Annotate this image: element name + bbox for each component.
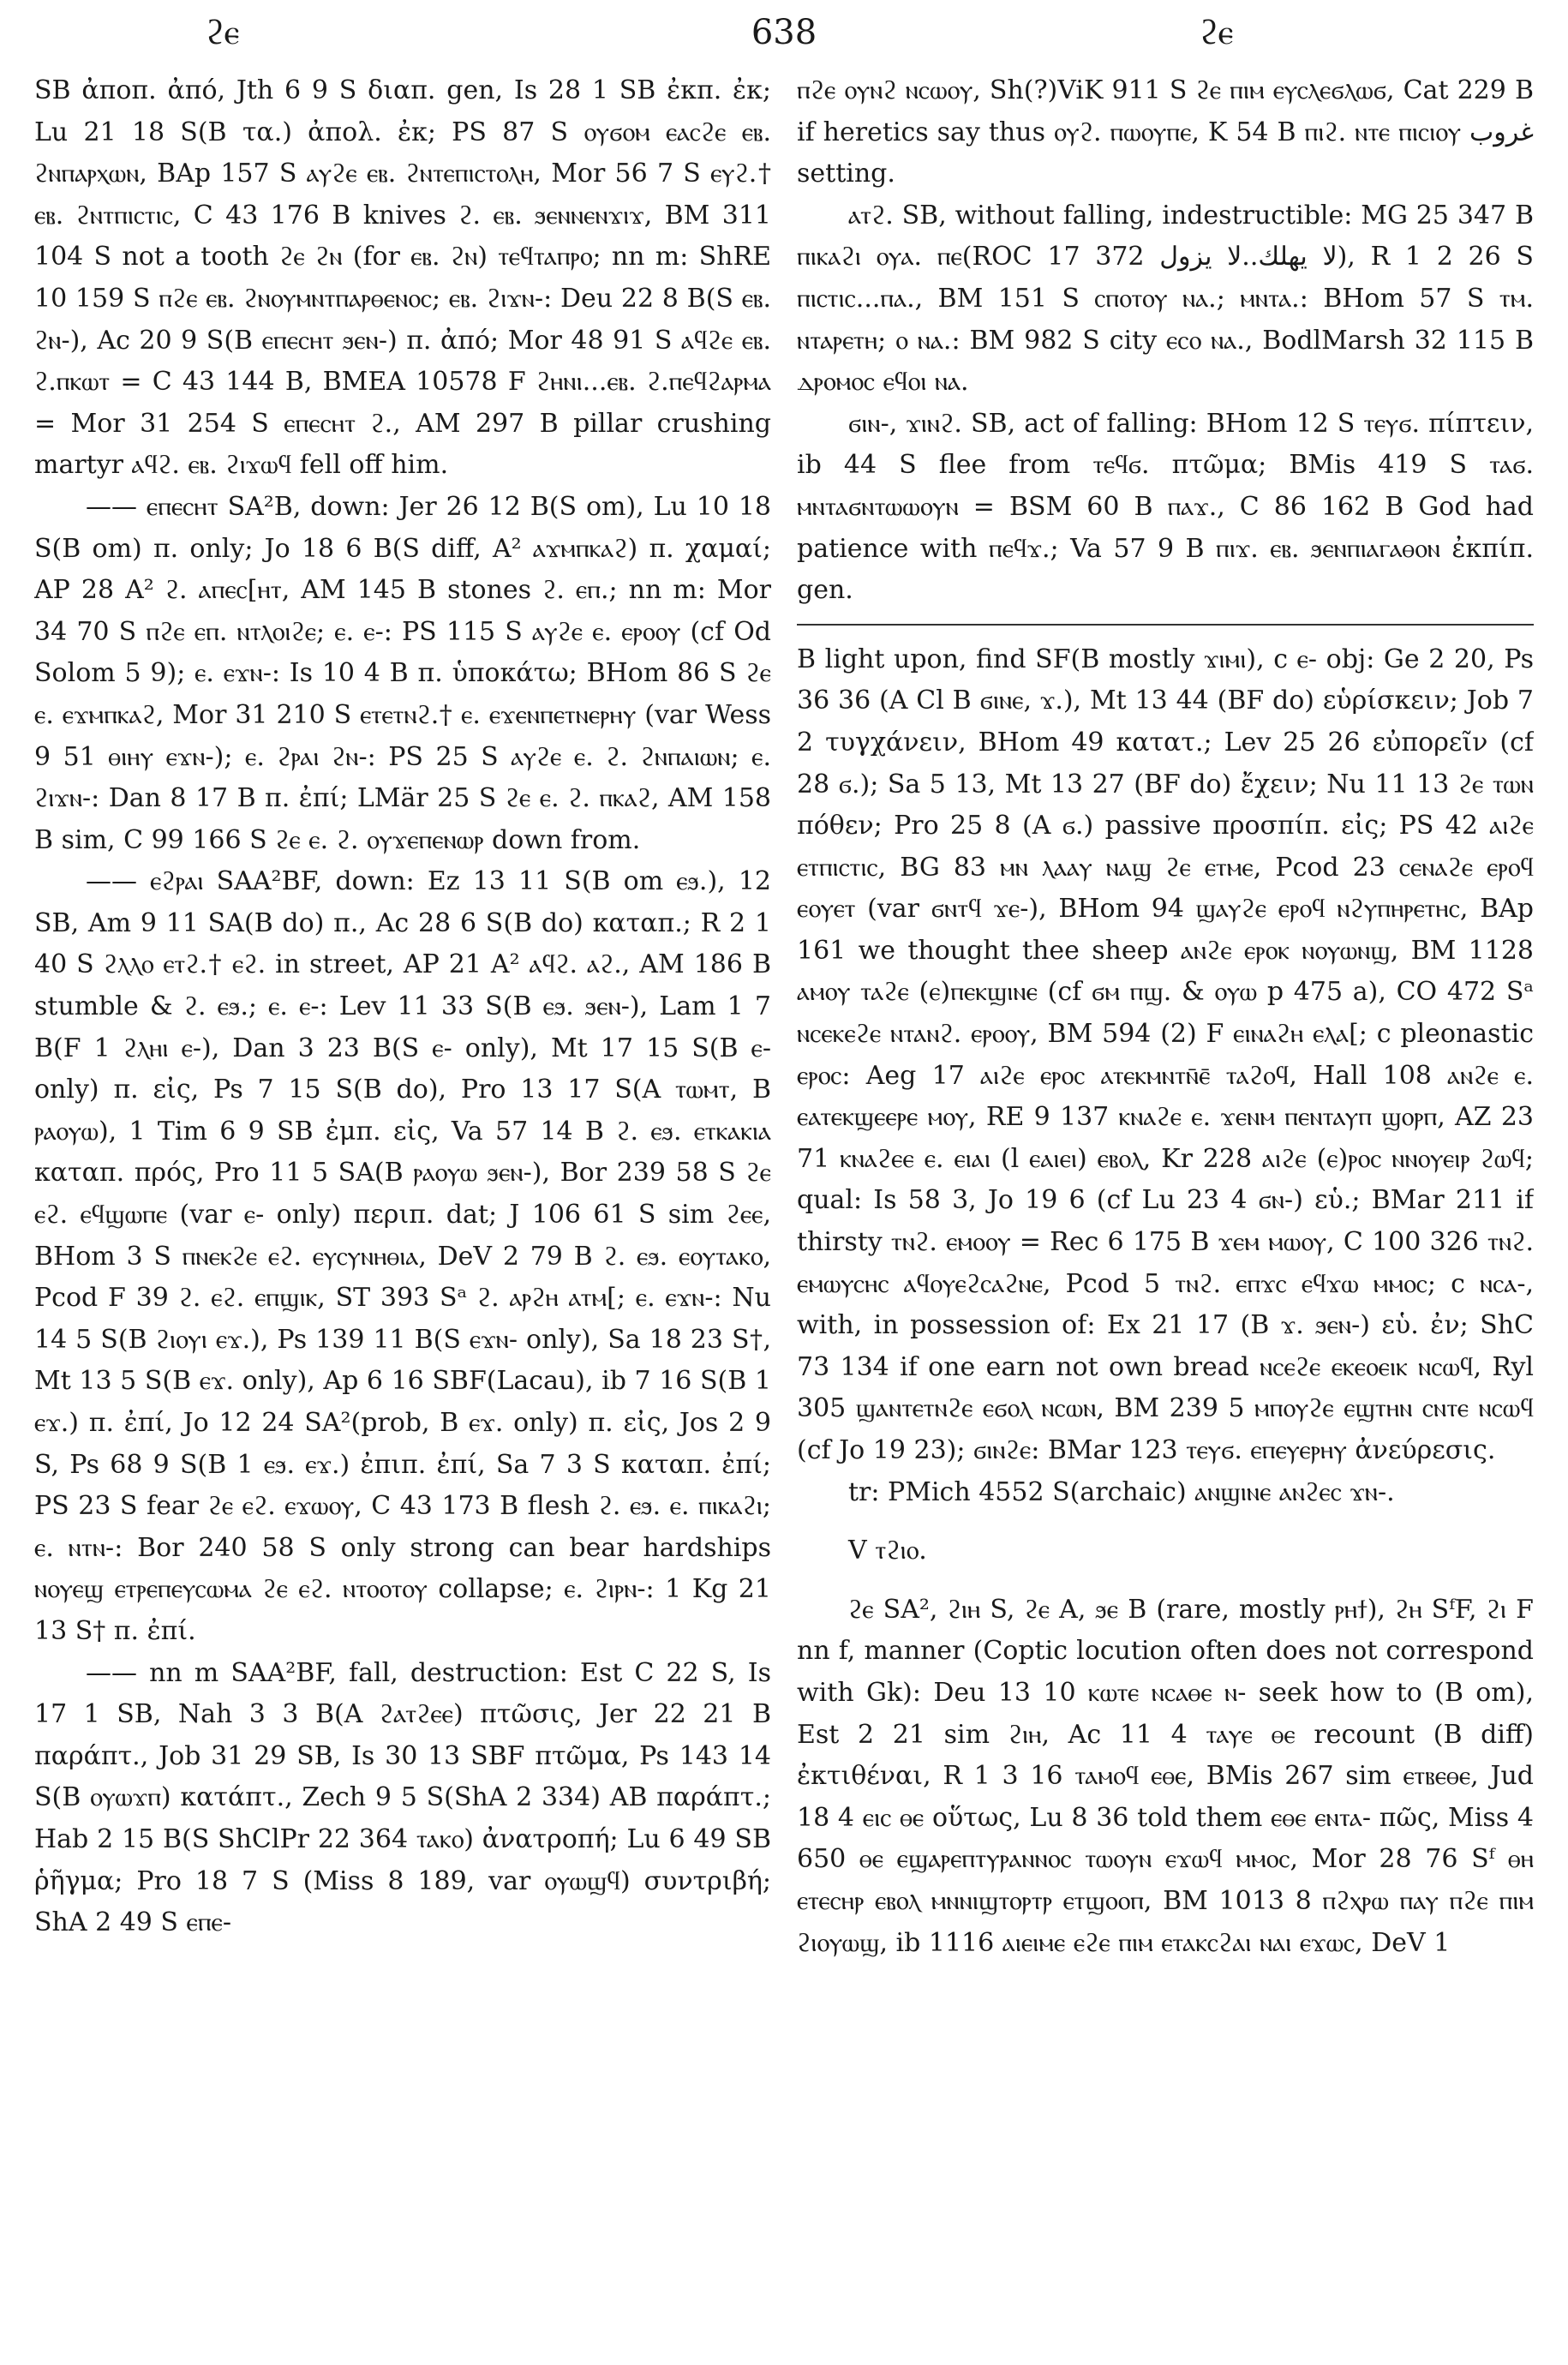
dictionary-page	[34, 9, 1534, 2356]
entry-paragraph: ⲡϩⲉ ⲟⲩⲛϩ ⲛⲥⲱⲟⲩ, Sh(?)ViK 911 S ϩⲉ ⲡⲓⲙ ⲉⲩⲥⲗⲉϭⲗⲱϭ, Cat 229 B if heretics say thus ⲟⲩϩ. ⲡⲱⲟⲩⲡⲉ, K 54 B ⲡⲓϩ. ⲛⲧⲉ ⲡⲓⲥⲓⲟⲩ غروب setting.	[797, 75, 1534, 189]
entry-paragraph: tr: PMich 4552 S(archaic) ⲁⲛϣⲓⲛⲉ ⲁⲛϩⲉⲥ ϫⲛ-.	[848, 1476, 1395, 1507]
page-number: 638	[751, 13, 817, 52]
entry-paragraph: —— nn m SAA²BF, fall, destruction: Est C 22 S, Is 17 1 SB, Nah 3 3 B(A ϩⲁⲧϩⲉⲉ) πτῶσις, Jer 22 21 B παράπτ., Job 31 29 SB, Is 30 13 SBF πτῶμα, Ps 143 14 S(B ⲟⲩⲱϫⲡ) κατάπτ., Zech 9 5 S(ShA 2 334) AB παράπτ.; Hab 2 15 B(S ShClPr 22 364 ⲧⲁⲕⲟ) ἀνατροπή; Lu 6 49 SB ῥῆγμα; Pro 18 7 S (Miss 8 189, var ⲟⲩⲱϣϥ) συντριβή; ShA 2 49 S ⲉⲡⲉ-	[34, 1657, 771, 1938]
right-column	[797, 70, 1534, 2350]
entry-paragraph: B light upon, find SF(B mostly ϫⲓⲙⲓ), c ⲉ- obj: Ge 2 20, Ps 36 36 (A Cl B ϭⲓⲛⲉ, ϫ.), Mt 13 44 (BF do) εὑρίσκειν; Job 7 2 τυγχάνειν, BHom 49 κατατ.; Lev 25 26 εὐπορεῖν (cf 28 ϭ.); Sa 5 13, Mt 13 27 (BF do) ἔχειν; Nu 11 13 ϩⲉ ⲧⲱⲛ πόθεν; Pro 25 8 (A ϭ.) passive προσπίπ. εἰς; PS 42 ⲁⲓϩⲉ ⲉⲧⲡⲓⲥⲧⲓⲥ, BG 83 ⲙⲛ ⲗⲁⲁⲩ ⲛⲁϣ ϩⲉ ⲉⲧⲙⲉ, Pcod 23 ⲥⲉⲛⲁϩⲉ ⲉⲣⲟϥ ⲉⲟⲩⲉⲧ (var ϭⲛⲧϥ ϫⲉ-), BHom 94 ϣⲁⲩϩⲉ ⲉⲣⲟϥ ⲛϩⲩⲡⲏⲣⲉⲧⲏⲥ, BAp 161 we thought thee sheep ⲁⲛϩⲉ ⲉⲣⲟⲕ ⲛⲟⲩⲱⲛϣ, BM 1128 ⲁⲙⲟⲩ ⲧⲁϩⲉ (ⲉ)ⲡⲉⲕϣⲓⲛⲉ (cf ϭⲙ ⲡϣ. & ⲟⲩⲱ p 475 a), CO 472 Sᵃ ⲛⲥⲉⲕⲉϩⲉ ⲛⲧⲁⲛϩ. ⲉⲣⲟⲟⲩ, BM 594 (2) F ⲉⲓⲛⲁϩⲏ ⲉⲗⲁ[; c pleonastic ⲉⲣⲟⲥ: Aeg 17 ⲁⲓϩⲉ ⲉⲣⲟⲥ ⲁⲧⲉⲕⲙⲛⲧⲛ̄ⲉ̄ ⲧⲁϩⲟϥ, Hall 108 ⲁⲛϩⲉ ⲉ. ⲉⲁⲧⲉⲕϣⲉⲉⲣⲉ ⲙⲟⲩ, RE 9 137 ⲕⲛⲁϩⲉ ⲉ. ϫⲉⲛⲙ ⲡⲉⲛⲧⲁⲩⲡ ϣⲟⲣⲡ, AZ 23 71 ⲕⲛⲁϩⲉⲉ ⲉ. ⲉⲓⲁⲓ (l ⲉⲁⲓⲉⲓ) ⲉⲃⲟⲗ, Kr 228 ⲁⲓϩⲉ (ⲉ)ⲣⲟⲥ ⲛⲛⲟⲩⲉⲓⲣ ϩⲱϥ; qual: Is 58 3, Jo 19 6 (cf Lu 23 4 ϭⲛ-) εὑ.; BMar 211 if thirsty ⲧⲛϩ. ⲉⲙⲟⲟⲩ = Rec 6 175 B ϫⲉⲙ ⲙⲱⲟⲩ, C 100 326 ⲧⲛϩ. ⲉⲙⲱⲩⲥⲏⲥ ⲁϥⲟⲩⲉϩⲥⲁϩⲛⲉ, Pcod 5 ⲧⲛϩ. ⲉⲡϫⲥ ⲉϥϫⲱ ⲙⲙⲟⲥ; c ⲛⲥⲁ-, with, in possession of: Ex 21 17 (B ϫ. ϧⲉⲛ-) εὑ. ἐν; ShC 73 134 if one earn not own bread ⲛⲥⲉϩⲉ ⲉⲕⲉⲟⲉⲓⲕ ⲛⲥⲱϥ, Ryl 305 ϣⲁⲛⲧⲉⲧⲛϩⲉ ⲉϭⲟⲗ ⲛⲥⲱⲛ, BM 239 5 ⲙⲡⲟⲩϩⲉ ⲉϣⲧⲏⲛ ⲥⲛⲧⲉ ⲛⲥⲱϥ (cf Jo 19 23); ϭⲓⲛϩⲉ: BMar 123 ⲧⲉⲩϭ. ⲉⲡⲉⲩⲉⲣⲏⲩ ἀνεύρεσις.	[797, 644, 1534, 1465]
entry-paragraph: —— ⲉⲡⲉⲥⲏⲧ SA²B, down: Jer 26 12 B(S om), Lu 10 18 S(B om) π. only; Jo 18 6 B(S diff, A² ⲁϫⲙⲡⲕⲁϩ) π. χαμαί; AP 28 A² ϩ. ⲁⲡⲉⲥ[ⲏⲧ, AM 145 B stones ϩ. ⲉⲡ.; nn m: Mor 34 70 S ⲡϩⲉ ⲉⲡ. ⲛⲧⲗⲟⲓϩⲉ; ⲉ. ⲉ-: PS 115 S ⲁⲩϩⲉ ⲉ. ⲉⲣⲟⲟⲩ (cf Od Solom 5 9); ⲉ. ⲉϫⲛ-: Is 10 4 B π. ὑποκάτω; BHom 86 S ϩⲉ ⲉ. ⲉϫⲙⲡⲕⲁϩ, Mor 31 210 S ⲉⲧⲉⲧⲛϩ.† ⲉ. ⲉϫⲉⲛⲡⲉⲧⲛⲉⲣⲏⲩ (var Wess 9 51 ⲑⲓⲏⲩ ⲉϫⲛ-); ⲉ. ϩⲣⲁⲓ ϩⲛ-: PS 25 S ⲁⲩϩⲉ ⲉ. ϩ. ϩⲛⲡⲁⲓⲱⲛ; ⲉ. ϩⲓϫⲛ-: Dan 8 17 B π. ἐπί; LMär 25 S ϩⲉ ⲉ. ϩ. ⲡⲕⲁϩ, AM 158 B sim, C 99 166 S ϩⲉ ⲉ. ϩ. ⲟⲩϫⲉⲡⲉⲛⲱⲣ down from.	[34, 491, 771, 855]
spacer	[797, 1572, 1534, 1590]
cross-reference: V ⲧϩⲓⲟ.	[848, 1536, 927, 1566]
running-head-right: ϩⲉ	[1200, 13, 1234, 52]
entry-paragraph: —— ⲉϩⲣⲁⲓ SAA²BF, down: Ez 13 11 S(B om ⲉϧ.), 12 SB, Am 9 11 SA(B do) π., Ac 28 6 S(B do) καταπ.; R 2 1 40 S ϩⲗⲗⲟ ⲉⲧϩ.† ⲉϩ. in street, AP 21 A² ⲁϥϩ. ⲁϩ., AM 186 B stumble & ϩ. ⲉϧ.; ⲉ. ⲉ-: Lev 11 33 S(B ⲉϧ. ϧⲉⲛ-), Lam 1 7 B(F 1 ϩⲗⲏⲓ ⲉ-), Dan 3 23 B(S ⲉ- only), Mt 17 15 S(B ⲉ- only) π. εἰς, Ps 7 15 S(B do), Pro 13 17 S(A ⲧⲱⲙⲧ, B ⲣⲁⲟⲩⲱ), 1 Tim 6 9 SB ἐμπ. εἰς, Va 57 14 B ϩ. ⲉϧ. ⲉⲧⲕⲁⲕⲓⲁ καταπ. πρός, Pro 11 5 SA(B ⲣⲁⲟⲩⲱ ϧⲉⲛ-), Bor 239 58 S ϩⲉ ⲉϩ. ⲉϥϣⲱⲡⲉ (var ⲉ- only) περιπ. dat; J 106 61 S sim ϩⲉⲉ, BHom 3 S ⲡⲛⲉⲕϩⲉ ⲉϩ. ⲉⲩⲥⲩⲛⲏⲑⲓⲁ, DeV 2 79 B ϩ. ⲉϧ. ⲉⲟⲩⲧⲁⲕⲟ, Pcod F 39 ϩ. ⲉϩ. ⲉⲡϣⲓⲕ, ST 393 Sᵃ ϩ. ⲁⲣϩⲏ ⲁⲧⲙ[; ⲉ. ⲉϫⲛ-: Nu 14 5 S(B ϩⲓⲟⲩⲓ ⲉϫ.), Ps 139 11 B(S ⲉϫⲛ- only), Sa 18 23 S†, Mt 13 5 S(B ⲉϫ. only), Ap 6 16 SBF(Lacau), ib 7 16 S(B 1 ⲉϫ.) π. ἐπί, Jo 12 24 SA²(prob, B ⲉϫ. only) π. εἰς, Jos 2 9 S, Ps 68 9 S(B 1 ⲉϧ. ⲉϫ.) ἐπιπ. ἐπί, Sa 7 3 S καταπ. ἐπί; PS 23 S fear ϩⲉ ⲉϩ. ⲉϫⲱⲟⲩ, C 43 173 B flesh ϩ. ⲉϧ. ⲉ. ⲡⲓⲕⲁϩⲓ; ⲉ. ⲛⲧⲛ-: Bor 240 58 S only strong can bear hardships ⲛⲟⲩⲉϣ ⲉⲧⲣⲉⲡⲉⲩⲥⲱⲙⲁ ϩⲉ ⲉϩ. ⲛⲧⲟⲟⲧⲟⲩ collapse; ⲉ. ϩⲓⲣⲛ-: 1 Kg 21 13 S† π. ἐπί.	[34, 866, 771, 1646]
running-head-left: ϩⲉ	[206, 13, 240, 52]
spacer	[797, 1513, 1534, 1530]
page-header	[34, 9, 1534, 60]
section-divider	[797, 624, 1534, 626]
entry-paragraph: ϩⲉ SA², ϩⲓⲏ S, ϩⲉ A, ϧⲉ B (rare, mostly ⲣⲏϯ), ϩⲏ SᶠF, ϩⲓ F nn f, manner (Coptic locution often does not correspond with Gk): Deu 13 10 ⲕⲱⲧⲉ ⲛⲥⲁⲑⲉ ⲛ- seek how to (B om), Est 2 21 sim ϩⲓⲏ, Ac 11 4 ⲧⲁⲩⲉ ⲑⲉ recount (B diff) ἐκτιθέναι, R 1 3 16 ⲧⲁⲙⲟϥ ⲉⲑⲉ, BMis 267 sim ⲉⲧⲃⲉⲑⲉ, Jud 18 4 ⲉⲓⲥ ⲑⲉ οὕτως, Lu 8 36 told them ⲉⲑⲉ ⲉⲛⲧⲁ- πῶς, Miss 4 650 ⲑⲉ ⲉϣⲁⲣⲉⲡⲧⲩⲣⲁⲛⲛⲟⲥ ⲧⲱⲟⲩⲛ ⲉϫⲱϥ ⲙⲙⲟⲥ, Mor 28 76 Sᶠ ⲑⲏ ⲉⲧⲉⲥⲏⲣ ⲉⲃⲟⲗ ⲙⲛⲛⲓϣⲧⲟⲣⲧⲣ ⲉⲧϣⲟⲟⲡ, BM 1013 8 ⲡϩⲭⲣⲱ ⲡⲁⲩ ⲡϩⲉ ⲡⲓⲙ ϩⲓⲟⲩⲱϣ, ib 1116 ⲁⲓⲉⲓⲙⲉ ⲉϩⲉ ⲡⲓⲙ ⲉⲧⲁⲕⲥϩⲁⲓ ⲛⲁⲓ ⲉϫⲱⲥ, DeV 1	[797, 1594, 1534, 1958]
entry-paragraph: ϭⲓⲛ-, ϫⲓⲛϩ. SB, act of falling: BHom 12 S ⲧⲉⲩϭ. πίπτειν, ib 44 S flee from ⲧⲉϥϭ. πτῶμα; BMis 419 S ⲧⲁϭ. ⲙⲛⲧⲁϭⲛⲧⲱⲱⲟⲩⲛ = BSM 60 B ⲡⲁϫ., C 86 162 B God had patience with ⲡⲉϥϫ.; Va 57 9 B ⲡⲓϫ. ⲉⲃ. ϧⲉⲛⲡⲓⲁⲅⲁⲑⲟⲛ ἐκπίπ. gen.	[797, 408, 1534, 606]
left-column	[34, 70, 771, 2350]
entry-paragraph: ⲁⲧϩ. SB, without falling, indestructible: MG 25 347 B ⲡⲓⲕⲁϩⲓ ⲟⲩⲁ. ⲡⲉ(ROC 17 372 لا يهلك..لا يزول), R 1 2 26 S ⲡⲓⲥⲧⲓⲥ...ⲡⲁ., BM 151 S ⲥⲡⲟⲧⲟⲩ ⲛⲁ.; ⲙⲛⲧⲁ.: BHom 57 S ⲧⲙ. ⲛⲧⲁⲣⲉⲧⲏ; ⲟ ⲛⲁ.: BM 982 S city ⲉⲥⲟ ⲛⲁ., BodlMarsh 32 115 B ⲇⲣⲟⲙⲟⲥ ⲉϥⲟⲓ ⲛⲁ.	[797, 200, 1534, 398]
entry-paragraph: SB ἀποπ. ἀπό, Jth 6 9 S διαπ. gen, Is 28 1 SB ἐκπ. ἐκ; Lu 21 18 S(B τα.) ἀπολ. ἐκ; PS 87 S ⲟⲩϭⲟⲙ ⲉⲁⲥϩⲉ ⲉⲃ. ϩⲛⲡⲁⲣⲭⲱⲛ, BAp 157 S ⲁⲩϩⲉ ⲉⲃ. ϩⲛⲧⲉⲡⲓⲥⲧⲟⲗⲏ, Mor 56 7 S ⲉⲩϩ.† ⲉⲃ. ϩⲛⲧⲡⲓⲥⲧⲓⲥ, C 43 176 B knives ϩ. ⲉⲃ. ϧⲉⲛⲛⲉⲛϫⲓϫ, BM 311 104 S not a tooth ϩⲉ ϩⲛ (for ⲉⲃ. ϩⲛ) ⲧⲉϥⲧⲁⲡⲣⲟ; nn m: ShRE 10 159 S ⲡϩⲉ ⲉⲃ. ϩⲛⲟⲩⲙⲛⲧⲡⲁⲣⲑⲉⲛⲟⲥ; ⲉⲃ. ϩⲓϫⲛ-: Deu 22 8 B(S ⲉⲃ. ϩⲛ-), Ac 20 9 S(B ⲉⲡⲉⲥⲏⲧ ϧⲉⲛ-) π. ἀπό; Mor 48 91 S ⲁϥϩⲉ ⲉⲃ. ϩ.ⲡⲕⲱⲧ = C 43 144 B, BMEA 10578 F ϩⲏⲛⲓ...ⲉⲃ. ϩ.ⲡⲉϥϩⲁⲣⲙⲁ = Mor 31 254 S ⲉⲡⲉⲥⲏⲧ ϩ., AM 297 B pillar crushing martyr ⲁϥϩ. ⲉⲃ. ϩⲓϫⲱϥ fell off him.	[34, 75, 771, 481]
